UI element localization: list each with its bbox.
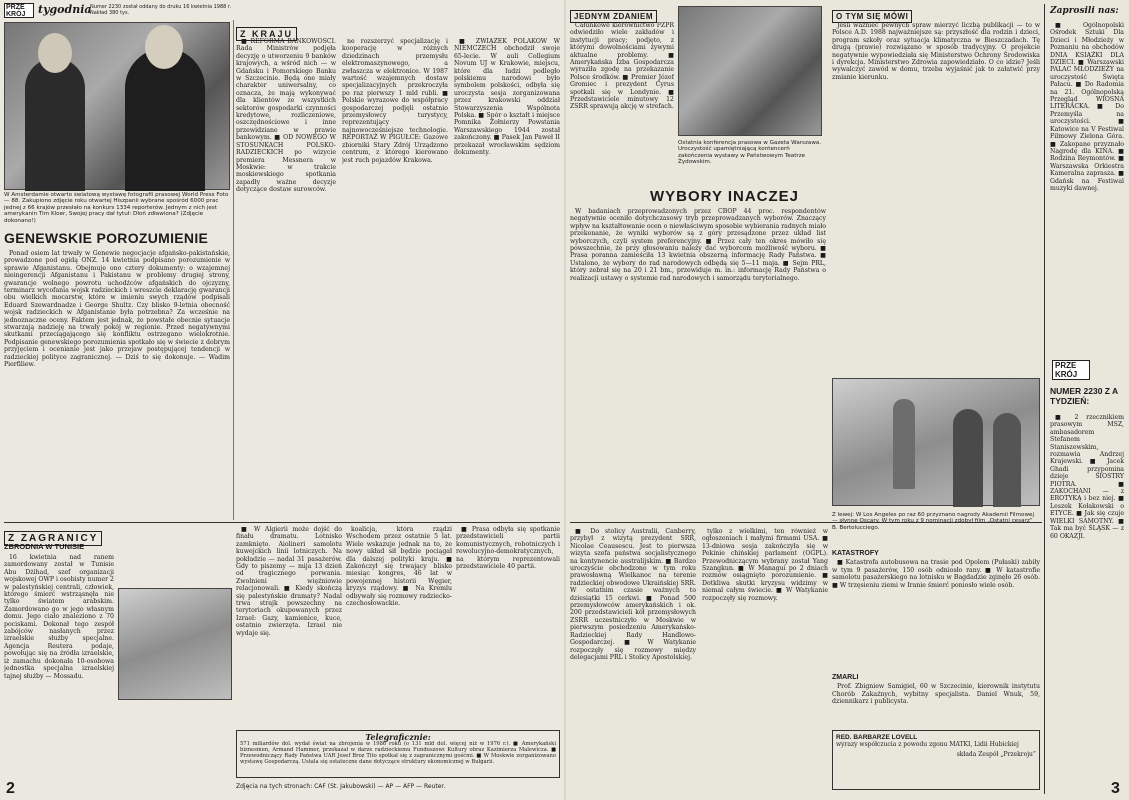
page-number-right: 3 <box>1111 780 1120 797</box>
jednym-col <box>570 22 674 182</box>
sidebar-divider <box>1044 4 1045 794</box>
photo-face-right <box>145 25 183 69</box>
zagranicy-col-1-text: 16 kwietnia nad ranem zamordowany został w Tunisie Abu Dżihad, szef organizacji wojskowej OWP i osobisty numer 2 w palestyńskiej centrali, człowiek, którego śmierć wstrząsnęła nie tylko światem arabskim. Zamordowano go w jego własnym domu. Jego ciało znaleziono z 70 pociskami. Dokonał tego zespół zabójców nasłanych przez izraelskie służby specjalne. Agencja Reutera podaje, powołując się na źródła izraelskie, iż zamachu dokonała 10-osobowa jednostka specjalna izraelskiej tajnej służby — Mossadu. <box>4 554 114 680</box>
zagranicy-col-4 <box>456 526 560 726</box>
zmarli-title: ZMARLI <box>832 674 859 681</box>
masthead-tygodnik: tygodnia <box>38 3 92 16</box>
zagranicy-col-3 <box>346 526 452 726</box>
photo-face-left <box>38 33 72 73</box>
oscar-figure-1 <box>953 409 983 507</box>
o-tym-body: Jeśli ważnieć pewnych spraw mierzyć liczbą publikacji — to w Polsce A.D. 1988 najważniejsze są: przyszłość dla rodzin i dzieci, program szkoły oraz sytuacja klimatyczna w Bieszczadach. Tę drugą (prawie) rozwiązano w sposób tradycyjny. O projekcie negatywnie wypowiedziała się Ministerstwo Ochrony Środowiska i dyrekcja. Ministerstwo Zdrowia zapowiedziało. O co idzie? Jeśli wywalczyć zawód w domu, trzeba wyjaśnić jak to załatwić przy zmianie kierunku. <box>832 22 1040 81</box>
kraj-col-3 <box>454 38 560 518</box>
kondolencje-signature: składa Zespół „Przekroju” <box>956 750 1036 758</box>
zaprosili-title: Zaprosili nas: <box>1050 6 1119 16</box>
wybory-title: WYBORY INACZEJ <box>650 188 800 205</box>
jednym-title: JEDNYM ZDANIEM <box>570 10 657 23</box>
numer-list <box>1050 414 1124 774</box>
kraj-col-1-text: ■ REFORMA BANKOWOŚCI. Rada Ministrów podjęła decyzję o utworzeniu 9 banków krajowych, a wśród nich — w Gdańsku i Pomorskiego Banku w Szczecinie. Będą one miały charakter uniwersalny, co oznacza, że mają wykonywać dla klientów ze wszystkich sektorów gospodarki czynności kredytowe, rozliczeniowe, oszczędnościowe i inne przewidziane w prawie bankowym. ■ OD NOWEGO W STOSUNKACH POLSKO-RADZIECKICH po wizycie premiera Messnera w Moskwie: w trakcie moskiewskiego spotkania zapadły ważne decyzje dotyczące dostaw surowców. <box>236 38 336 194</box>
zagranicy-subtitle: ZBRODNIA W TUNISIE <box>4 542 85 551</box>
section-divider <box>4 522 560 523</box>
kondolencje-body: wyrazy współczucia z powodu zgonu MATKI, Lidii Hubickiej <box>836 741 1019 749</box>
katastrofy-title: KATASTROFY <box>832 550 879 557</box>
masthead <box>4 3 232 19</box>
zagranicy-col-2-text: ■ W Algierii może dojść do finału dramatu. Lotnisko zamknięto. Aiolineri samolotu kuwejckich linii lotniczych. Na pokładzie — nadal 31 pasażerów. Gdy to piszemy — mija 13 dzień od tragicznego porwania. Zwolnieni więźniowie relacjonowali. ■ Kiedy skończą się palestyńskie dramaty? Nadal trwa strajk powszechny na terytoriach okupowanych przez Izrael: Gazy, kamienice, kuce, ostatnio zwierzęta. Izrael nie wydaje się. <box>236 526 342 637</box>
katastrofy-body: ■ Katastrofa autobusowa na trasie pod Opolem (Pułaski) zabiły w tym 9 pasażerów, 150 osób odniosło rany. ■ W katastrofie samolotu pasażerskiego na lotnisku w Bagdadzie zginęło 26 osób. ■ W trzęsieniu ziemi w Iranie śmierć poniosło wiele osób. <box>832 559 1040 589</box>
kondolencje-box <box>832 730 1040 790</box>
telegraficznie-body: 571 miliardów dol. wydał świat na zbrojenia w 1986 roku (o 131 mld dol. więcej niż w 1976 r.). ■ Amerykański biznesmen, Armand Hammer, przekazał w darze radzieckiemu Funduszowi Kultury obraz Kazimierza Malewicza. ■ Przewodniczący Rady Państwa UAR Josef Broz Tito spotkał się z zagranicznymi gośćmi. ■ W Moskwie zorganizowano wystawę Gospodarczą. Ustala się ostateczne dane dotyczące struktury ekonomicznej w Bułgarii. <box>240 741 556 766</box>
katastrofy-box <box>832 550 1040 670</box>
oscar-caption: Z lewej: W Los Angeles po raz 60 przyznano nagrody Akademii Filmowej — słynne Oscary. W tym roku z 9 nominacji zdobył film „Ostatni cesarz” B. Bertolucciego. <box>832 512 1035 531</box>
o-tym-col <box>832 22 1040 374</box>
zmarli-box <box>832 674 1040 724</box>
zaprosili-list <box>1050 22 1124 352</box>
numer-items: ■ 2 rzecznikiem prasowym MSZ, ambasadorem Stefanem Staniszewskim, rozmawia Andrzej Krajewski. ■ Jacek Ghadi przypomina dzieje SIOSTRY PIOTRA. ■ ZAKOCHANI — z EROTYKĄ i bez niej. ■ Leszek Kołakowski o ETYCE. ■ Jak się czuje WIELKI SAMOTNY. ■ Tak ma być ŚLĄSK — z 60 OKAZJI. <box>1050 414 1124 540</box>
zagranica-right-col-2 <box>702 528 828 790</box>
o-tym-title: O TYM SIĘ MÓWI <box>832 10 912 23</box>
photo-figure-left <box>25 58 85 191</box>
kraj-title: Z KRAJU <box>236 27 297 41</box>
zagranicy-col-1 <box>4 554 114 776</box>
jednym-title-box <box>570 4 657 23</box>
press-photo-oscar <box>832 378 1040 506</box>
right-page <box>566 0 1129 800</box>
press-photo-theatre <box>678 6 822 136</box>
oscar-statuette <box>893 399 915 489</box>
left-page <box>0 0 564 800</box>
zagranica-right-col-1-text: ■ Do stolicy Australii, Canberry, przybył z wizytą prezydent SRR, Nicolae Ceausescu. Jest to pierwsza wizyta szefa państwa socjalistycznego na kontynencie australijskim. ■ Bardzo uroczyście obchodzono w tym roku prawosławną Wielkanoc na terenie radzieckiej obwodowe Ukraińskiej SRR. W ostatnim czasie ważnych to dziesiątki 15 cerkwi. ■ Ponad 500 przemysłowców amerykańskich i ok. 200 przedstawicieli kół przemysłowych ZSRR uczestniczyło w Moskwie w pierwszym posiedzeniu Amerykańsko-Radzieckiej Rady Handlowo-Gospodarczej. ■ W Watykanie rozpoczęły się rozmowy między delegacjami PRL i Stolicy Apostolskiej. <box>570 528 696 661</box>
przekroj-logo: PRZE KRÓJ <box>4 3 34 18</box>
wybory-col <box>570 208 826 518</box>
kraj-col-2 <box>342 38 448 518</box>
zagranicy-col-3-text: koalicja, która rządzi Wschodem przez ostatnie 5 lat. Wiele wskazuje jednak na to, że nowy układ sił będzie pociągał dla dalszej polityki kraju. ■ Zakończył się trwający blisko miesiąc kongres, 46 lat w powojennej historii Węgier, kryzys rządowy. ■ Na Kremlu odbywały się rozmowy radziecko-czechosłowackie. <box>346 526 452 608</box>
zagranicy-title: Z ZAGRANICY <box>4 531 102 546</box>
photo-caption: W Amsterdamie otwarto światową wystawę fotografii prasowej World Press Foto — 88. Zakupiono zdjęcie roku otwartej Hiszpanii wybrane spośród 6000 prac jednej z 66 krajów przesłało na konkurs 1334 reporterów. Jednym z nich jest amerykanin Tim Kloer, Swojej pracy dał tytuł: Dłoń zdławiona? (Zdjęcie dokonano!) <box>4 192 229 224</box>
kraj-col-3-text: ■ ZWIĄZEK POLAKÓW W NIEMCZECH obchodził swoje 65-lecie. W auli Collegium Novum UJ w Krakowie, miejscu, które dla ludzi podległo polskiemu narodowi było symbolem polskości, odbyła się uroczysta sesja zorganizowana przez krakowski oddział Stowarzyszenia Wspólnota Polska. ■ Spór o kształt i miejsce Pomnika Żołnierzy Powstania Warszawskiego 1944 został zakończony. ■ Pasek Jan Paweł II przekazał wrocławskim sędziom dokumenty. <box>454 38 560 157</box>
zagranicy-col-4-text: ■ Prasa odbyła się spotkanie przedstawicieli partii komunistycznych, robotniczych i rewolucyjno-demokratycznych, na którym reprezentowali przedstawiciele 40 partii. <box>456 526 560 571</box>
o-tym-title-box <box>832 4 912 23</box>
telegraficznie-title: Telegraficznie: <box>365 732 431 742</box>
photo-figure-right <box>125 48 205 191</box>
kraj-header <box>236 22 560 39</box>
zagranica-right-col-2-text: tylko z wielkimi, ten również w ogłoszeniach i małymi firmami USA. ■ 13-dniowa sesja zakończyła się w Pekinie chińskiej parlament (OGPL). Przewodniczącym wybrany został Yang Szangkun. ■ W Managui po 2 dniach rozmów osiągnięto porozumienie. ■ Dotkliwa skutki kryzysu widzimy w niemal całym świecie. ■ W Watykanie rozpoczęły się rozmowy. <box>702 528 828 602</box>
column-divider <box>233 20 234 520</box>
page-number-left: 2 <box>6 780 15 797</box>
oscar-figure-2 <box>993 413 1021 507</box>
press-photo-portrait <box>118 588 232 700</box>
kondolencje-title: RED. BARBARZE LOVELL <box>836 734 918 741</box>
zagranica-right-col-1 <box>570 528 696 790</box>
kraj-col-2-text: ne rozszerzyć specjalizację i kooperację w różnych dziedzinach przemysłu elektromaszynowego, a zwłaszcza w elektronice. W 1987 wartość wzajemnych dostaw specjalizacyjnych przekroczyła po raz pierwszy 1 mld rubli. ■ Polskie wyrazowe do współpracy gospodarczej podjęli ostatnio przemysłowcy turystycy, reprezentujący najnowocześniejsze technologie. REPORTAŻ W PIGUŁCE: Gazowe zbiorniki Stary Zdrój Urządzono centrum, z którego kierowano jest ruch pojazdów Krakowa. <box>342 38 448 164</box>
press-photo-handshake <box>4 22 230 190</box>
telegraficznie-box <box>236 730 560 778</box>
genewa-title: GENEWSKIE POROZUMIENIE <box>4 230 209 246</box>
sidebar-logo: PRZE KRÓJ <box>1052 360 1090 380</box>
issue-line: Numer 2230 został oddany do druku 16 kwietnia 1988 r. Nakład 380 tys. <box>90 4 232 16</box>
theatre-caption: Ostatnia konferencja prasowa w Gazeta Warszawa. Uroczystość upamiętniającą kontencerń zakończenia wystawy w Państwowym Teatrze Żydowskim. <box>678 140 822 166</box>
photo-credits: Zdjęcia na tych stronach: CAF (St. Jakubowski) — AP — AFP — Reuter. <box>236 783 446 790</box>
zmarli-body: Prof. Zbigniew Samigiel, 60 w Szczecinie, kierownik instytutu Chorób Zakaźnych, wybitny specjalista. Daniel Wnuk, 59, dziennikarz i publicysta. <box>832 683 1040 706</box>
genewa-article <box>4 250 230 518</box>
jednym-body: Całunkowe kierownictwo PZPR odwiedziło wiele zakładów i instytucji pracy; podjęto, z którymi dowolnościami żywymi aktualne problemy. ■ Amerykańska Izba Gospodarcza wyraziła zgodę na przekazanie Polsce środków. ■ Premier Józef Gromiec i prezydent Cyrus spotkali się w Londynie. ■ Przedstawiciele minutowy 12 ZSRR sprawują akcję w strefach. <box>570 22 674 111</box>
numer-title: NUMER 2230 Z A TYDZIEŃ: <box>1050 386 1118 406</box>
zagranicy-col-2 <box>236 526 342 756</box>
zaprosili-items: ■ Ogólnopolski Ośrodek Sztuki Dla Dzieci i Młodzieży w Poznaniu na obchodów DNIA KSIĄŻKI DLA DZIECI. ■ Warszawski PALAC MŁODZIEŻY na uroczystość Święta Pałacu. ■ Do Radomia na 21. Ogólnopolską Przegląd WIOSNA LITERACKA. ■ Do Przemyśla na uroczystości. ■ Katowice na V Festiwal Filmowy Zielona Góra. ■ Zakopane przyznało Nagrodę dla KINA. ■ Rodzina Reymontów. ■ Warszawska Orkiestra Kameralna zaprasza. ■ Gdańsk na Festiwal muzyki dawnej. <box>1050 22 1124 192</box>
wybory-body: W badaniach przeprowadzonych przez CBOP 44 proc. respondentów negatywnie oceniło dotychczasowy tryb przeprowadzanych wyborów. Znaczący wpływ na kształtowanie ocen o niewłaściwym sposobie wybierania radnych miało przekonanie, że wyniki wyborów są z góry przesądzone przez układ list wyborczych, czyli system preferencyjny. ■ Przez cały ten okres mówiło się powszechnie, że przy głosowaniu należy dać wyborcom możliwość wyboru. ■ Prasa poranna zamieściła 13 kwietnia obszerną informację Rady Państwa. ■ Ustalono, że wybory do rad narodowych odbędą się 5—11 maja. ■ Sejm PRL, który zebrał się na 20 i 21 bm., przewiduje m. in.: informację Rady Państwa o realizacji ustawy o systemie rad narodowych i samorządu terytorialnego. <box>570 208 826 282</box>
kraj-col-1 <box>236 38 336 518</box>
genewa-body: Ponad osiem lat trwały w Genewie negocjacje afgańsko-pakistańskie, prowadzone pod egidą ONZ. 14 kwietnia podpisano porozumienie w sprawie Afganistanu. Obejmuje ono cztery dokumenty: o wzajemnej nieingerencji Afganistanu i Pakistanu w problemy drugiej strony, gwarancje wolnego powrotu uchodźców afgańskich do ojczyzny, terminarz wycofania wojsk radzieckich i wreszcie deklarację gwarancji obu wielkich mocarstw, które w imieniu swych rządów podpisali Eduard Szewardnadze i George Shultz. Czy blisko 9-letnia obecność wojsk radzieckich w Afganistanie była potrzebna? Za wcześnie na jednoznaczne oceny. Faktem jest jednak, że powstałe obecnie sytuacje stwarzają nadzieję na trwały pokój w regionie. Przed negatywnymi skutkami przeciągającego się konfliktu ostrzegano wielokrotnie. Podpisanie genewskiego porozumienia spotkało się w świecie z dobrym przyjęciem i ocenianie jest jako przejaw postępującej tendencji w radzieckiej polityce zagranicznej. — Dziś to się dokonuje. — Wadim Pierfiliew. <box>4 250 230 369</box>
